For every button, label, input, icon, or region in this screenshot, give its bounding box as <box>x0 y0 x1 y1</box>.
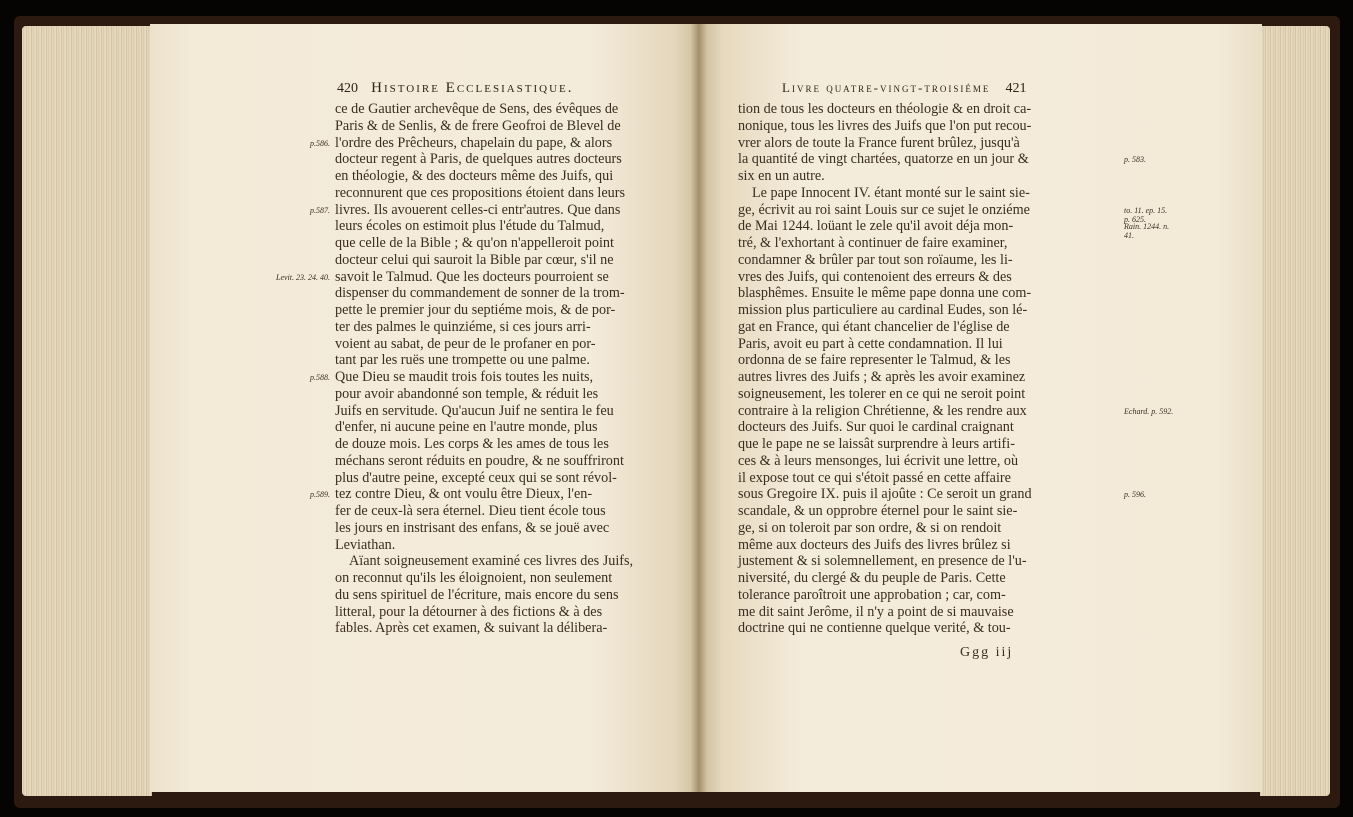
text-line: litteral, pour la détourner à des fictions & à des <box>335 603 603 620</box>
text-line: la quantité de vingt chartées, quatorze en un jour & <box>738 151 1029 168</box>
margin-note: Rain. 1244. n. 41. <box>1124 222 1170 241</box>
text-line: en théologie, & des docteurs même des Juifs, qui <box>335 168 614 184</box>
text-line: ge, écrivit au roi saint Louis sur ce sujet le onziéme <box>738 201 1030 218</box>
text-line: livres. Ils avouerent celles-ci entr'autres. Que dans <box>335 201 621 218</box>
text-line: leurs écoles on estimoit plus l'étude du Talmud, <box>335 218 605 235</box>
text-line: tant par les ruës une trompette ou une palme. <box>335 352 590 369</box>
text-line: Aïant soigneusement examiné ces livres des Juifs, <box>349 553 634 570</box>
text-line: pette le premier jour du septiéme mois, & de por- <box>335 302 616 318</box>
text-line: ordonna de se faire representer le Talmud, & les <box>738 352 1011 369</box>
text-line: docteurs des Juifs. Sur quoi le cardinal craignant <box>738 419 1014 436</box>
text-line: niversité, du clergé & du peuple de Paris. Cette <box>738 570 1006 586</box>
text-line: docteur regent à Paris, de quelques autres docteurs <box>335 151 622 168</box>
left-header-title: Histoire Ecclesiastique. <box>371 80 574 96</box>
signature-mark: Ggg iij <box>960 645 1014 660</box>
text-line: sous Gregoire IX. puis il ajoûte : Ce seroit un grand <box>738 486 1032 503</box>
text-line: vres des Juifs, qui contenoient des erreurs & des <box>738 268 1012 285</box>
text-line: que celle de la Bible ; & qu'on n'appelleroit point <box>335 235 614 251</box>
text-line: ter des palmes le quinziéme, si ces jours arri- <box>335 318 591 335</box>
text-line: tion de tous les docteurs en théologie & en droit ca- <box>738 101 1032 117</box>
left-running-header <box>337 80 574 97</box>
text-line: scandale, & un opprobre éternel pour le saint sie- <box>738 503 1018 519</box>
text-line: tez contre Dieu, & ont voulu être Dieux, l'en- <box>335 486 593 503</box>
text-line: Paris & de Senlis, & de frere Geofroi de Blevel de <box>335 117 621 134</box>
text-line: Le pape Innocent IV. étant monté sur le saint sie- <box>752 184 1030 201</box>
text-line: autres livres des Juifs ; & après les avoir examinez <box>738 369 1026 385</box>
text-line: les jours en instrisant des enfans, & se jouë avec <box>335 519 610 536</box>
text-line: blasphêmes. Ensuite le même pape donna une com- <box>738 285 1032 302</box>
text-line: tolerance paroîtroit une approbation ; car, com- <box>738 586 1006 603</box>
right-header-title: Livre quatre-vingt-troisiéme <box>782 80 991 95</box>
text-line: pour avoir abandonné son temple, & réduit les <box>335 385 599 402</box>
margin-note: p.586. <box>310 138 330 148</box>
text-line: voient au sabat, de peur de le profaner en por- <box>335 335 596 352</box>
margin-note: p.587. <box>310 205 330 215</box>
margin-note: to. 11. ep. 15. p. 625. <box>1124 205 1168 224</box>
text-line: gat en France, qui étant chancelier de l'église de <box>738 318 1010 335</box>
text-line: de Mai 1244. loüant le zele qu'il avoit déja mon- <box>738 218 1014 235</box>
text-line: docteur celui qui sauroit la Bible par cœur, s'il ne <box>335 251 614 268</box>
text-line: savoit le Talmud. Que les docteurs pourroient se <box>335 268 609 285</box>
text-line: méchans seront réduits en poudre, & ne souffriront <box>335 452 624 469</box>
text-line: me dit saint Jerôme, il n'y a point de si mauvaise <box>738 603 1014 620</box>
text-line: de douze mois. Les corps & les ames de tous les <box>335 436 609 452</box>
text-line: fables. Après cet examen, & suivant la délibera- <box>335 620 608 637</box>
margin-note: Levit. 23. 24. 40. <box>276 272 330 282</box>
right-running-header <box>782 80 1026 97</box>
text-line: ge, si on toleroit par son ordre, & si on rendoit <box>738 519 1002 536</box>
text-line: que le pape ne se laissât surprendre à leurs artifi- <box>738 436 1015 452</box>
margin-note: p.588. <box>310 373 330 382</box>
text-line: justement & si solemnellement, en presence de l'u- <box>738 553 1027 570</box>
book-gutter <box>690 24 708 792</box>
text-line: doctrine qui ne contienne quelque verité, & tou- <box>738 620 1011 637</box>
text-line: Que Dieu se maudit trois fois toutes les nuits, <box>335 369 594 385</box>
text-line: reconnurent que ces propositions étoient dans leurs <box>335 184 625 201</box>
text-line: même aux docteurs des Juifs des livres brûlez si <box>738 536 1011 553</box>
margin-note: Echard. p. 592. <box>1124 406 1174 416</box>
margin-note: p. 583. <box>1124 155 1146 165</box>
page-edges-left <box>22 26 152 796</box>
text-line: vrer alors de toute la France furent brûlez, jusqu'à <box>738 134 1020 151</box>
text-line: contraire à la religion Chrétienne, & les rendre aux <box>738 402 1027 419</box>
text-line: ce de Gautier archevêque de Sens, des évêques de <box>335 101 619 117</box>
text-line: Leviathan. <box>335 536 396 553</box>
text-line: du sens spirituel de l'écriture, mais encore du sens <box>335 586 619 603</box>
text-line: Juifs en servitude. Qu'aucun Juif ne sentira le feu <box>335 402 614 419</box>
page-edges-right <box>1260 26 1330 796</box>
text-line: on reconnut qu'ils les éloignoient, non seulement <box>335 570 613 586</box>
margin-note: p. 596. <box>1124 490 1146 500</box>
text-line: nonique, tous les livres des Juifs que l'on put recou- <box>738 117 1032 134</box>
text-line: il expose tout ce qui s'étoit passé en cette affaire <box>738 469 1011 486</box>
right-page-number: 421 <box>1005 81 1027 96</box>
left-page-number: 420 <box>337 81 358 96</box>
right-page-text <box>738 101 1116 637</box>
text-line: l'ordre des Prêcheurs, chapelain du pape, & alors <box>335 134 613 151</box>
text-line: d'enfer, ni aucune peine en l'autre monde, plus <box>335 419 598 436</box>
text-line: plus d'autre peine, excepté ceux qui se sont révol- <box>335 469 617 486</box>
text-line: Paris, avoit eu part à cette condamnation. Il lui <box>738 335 1003 352</box>
text-line: six en un autre. <box>738 168 825 184</box>
text-line: condamner & brûler par tout son roïaume, les li- <box>738 251 1013 268</box>
text-line: fer de ceux-là sera éternel. Dieu tient école tous <box>335 503 606 519</box>
text-line: soigneusement, les tolerer en ce qui ne seroit point <box>738 385 1026 402</box>
text-line: mission plus particuliere au cardinal Eudes, son lé- <box>738 302 1028 318</box>
text-line: tré, & l'exhortant à continuer de faire examiner, <box>738 235 1008 251</box>
text-line: ces & à leurs mensonges, lui écrivit une lettre, où <box>738 452 1019 469</box>
margin-note: p.589. <box>310 490 330 500</box>
text-line: dispenser du commandement de sonner de la trom- <box>335 285 625 302</box>
left-page-text <box>335 101 683 637</box>
